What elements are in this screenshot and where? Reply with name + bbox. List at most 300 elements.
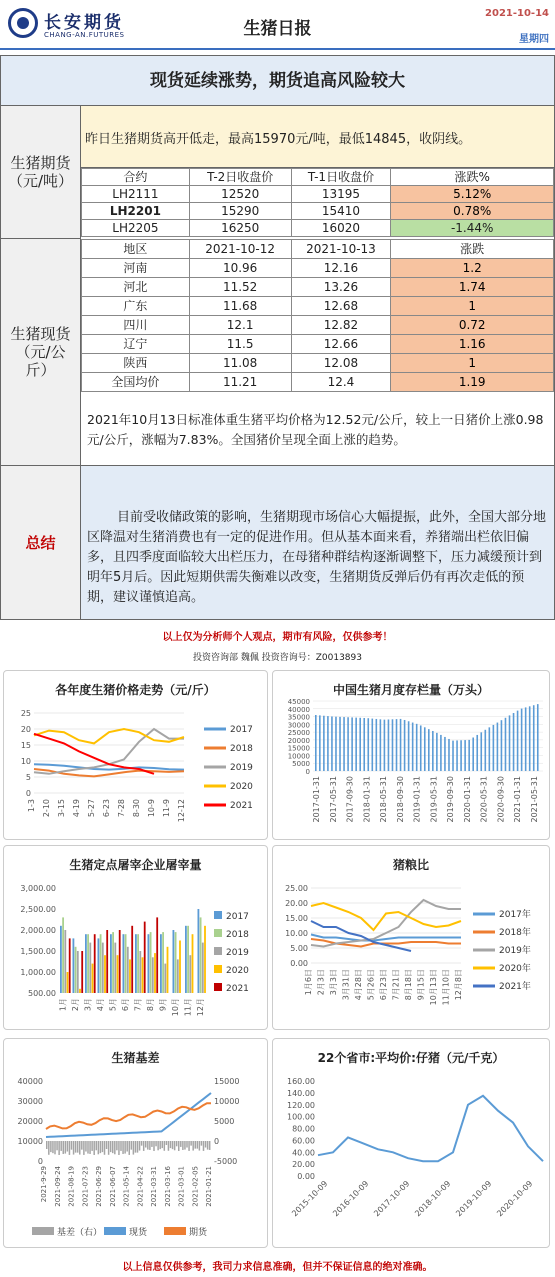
x-tick-label: 4月28日 — [354, 969, 363, 1001]
bar — [384, 720, 386, 771]
y-tick-label: 35000 — [287, 713, 310, 722]
bar — [396, 719, 398, 771]
bar — [355, 718, 357, 771]
x-tick-label: 2021-03-31 — [150, 1166, 158, 1207]
bar — [380, 719, 382, 771]
x-tick-label: 1月6日 — [304, 969, 313, 996]
table-cell: T-1日收盘价 — [291, 169, 391, 186]
y-tick-label: 25000 — [287, 729, 310, 738]
y-tick-label: 30000 — [287, 721, 310, 730]
bar — [472, 738, 474, 771]
bar — [198, 909, 200, 993]
legend-swatch — [104, 1227, 126, 1235]
x-tick-label: 2017-10-09 — [372, 1179, 412, 1219]
summary-label: 总结 — [1, 466, 81, 619]
bar — [505, 718, 507, 771]
bar — [327, 716, 329, 771]
bar — [367, 718, 369, 771]
bar — [190, 1141, 192, 1146]
x-tick-label: 2015-10-09 — [290, 1179, 330, 1219]
bar — [182, 1141, 184, 1150]
bar — [202, 943, 204, 993]
bar — [48, 1141, 50, 1155]
y-tick-label: 5.00 — [290, 944, 308, 953]
bar — [173, 930, 175, 993]
bar — [186, 1141, 188, 1148]
y-tick-label: 10.00 — [285, 929, 308, 938]
legend-label: 2020年 — [499, 964, 531, 974]
bar — [184, 1141, 186, 1150]
bar — [65, 1141, 67, 1154]
table-header — [82, 240, 554, 259]
bar — [91, 1141, 93, 1151]
bar — [102, 943, 104, 993]
x-tick-label: 5月 — [108, 998, 118, 1012]
bar — [127, 947, 129, 993]
legend-label: 2019 — [230, 763, 253, 773]
bar — [129, 959, 131, 993]
bar — [110, 1141, 112, 1152]
y-tick-label: 40000 — [17, 1077, 43, 1086]
table-cell: 12.1 — [189, 316, 291, 335]
x-tick-label: 2019-09-30 — [446, 776, 456, 823]
x-tick-label: 2018-09-30 — [395, 776, 405, 823]
bar — [489, 727, 491, 771]
table-row — [82, 354, 554, 373]
bar — [180, 1141, 182, 1147]
bar — [164, 964, 166, 993]
report-weekday: 星期四 — [519, 34, 549, 45]
table-cell: 13195 — [291, 186, 391, 203]
chart-slaughter — [4, 846, 269, 1031]
x-tick-label: 9月 — [158, 998, 168, 1012]
bar — [75, 947, 77, 993]
bar — [331, 716, 333, 771]
x-tick-label: 2017-01-31 — [312, 776, 321, 823]
y-tick-label: 500.00 — [28, 989, 56, 998]
bar — [100, 1141, 102, 1153]
x-tick-label: 2021-09-24 — [53, 1166, 62, 1207]
x-tick-label: 9月15日 — [416, 969, 426, 1001]
bar — [96, 1141, 98, 1150]
legend-label: 2019 — [226, 948, 249, 958]
chart-piglet — [273, 1039, 551, 1249]
y-tick-label: 40.00 — [292, 1148, 315, 1158]
bar — [207, 1141, 209, 1150]
bar — [509, 715, 511, 771]
bar — [160, 934, 162, 993]
y-tick-label: 45000 — [287, 698, 310, 706]
bar — [142, 957, 144, 993]
x-tick-label: 6-23 — [102, 799, 111, 818]
table-cell: 16020 — [291, 220, 391, 237]
bar — [125, 934, 127, 993]
bar — [537, 704, 539, 771]
bar — [145, 1141, 147, 1148]
x-tick-label: 3月31日 — [341, 969, 351, 1001]
x-tick-label: 8月 — [145, 998, 155, 1012]
table-cell: 15290 — [189, 203, 291, 220]
spot-table — [81, 239, 554, 392]
bar — [54, 1141, 56, 1154]
x-tick-label: 2018-10-09 — [413, 1179, 453, 1219]
table-cell: 2021-10-13 — [291, 240, 391, 259]
bar — [501, 720, 503, 771]
x-tick-label: 2020-10-09 — [495, 1179, 535, 1219]
x-tick-label: 4-19 — [72, 799, 81, 818]
x-tick-label: 10月 — [170, 998, 180, 1017]
table-cell: 11.68 — [189, 297, 291, 316]
table-cell: 1.16 — [391, 335, 554, 354]
y-tick-label: 60.00 — [292, 1136, 315, 1146]
x-tick-label: 7月21日 — [391, 969, 401, 1001]
x-tick-label: 2-10 — [42, 799, 51, 818]
legend-label: 2020 — [230, 782, 253, 792]
y-tick-label: 25.00 — [285, 884, 308, 893]
bar — [448, 739, 450, 771]
bar — [89, 943, 91, 993]
legend-swatch — [32, 1227, 54, 1235]
bar — [141, 1141, 143, 1146]
bar — [440, 735, 442, 771]
table-cell: 5.12% — [391, 186, 554, 203]
chart-card-basis — [3, 1038, 268, 1248]
y-tick-label: 100.00 — [287, 1112, 315, 1122]
bar — [363, 718, 365, 771]
table-cell: 12.82 — [291, 316, 391, 335]
bar — [120, 1141, 122, 1151]
table-cell: 1.74 — [391, 278, 554, 297]
table-row — [82, 220, 554, 237]
legend-label: 2019年 — [499, 946, 531, 956]
footer-disclaimer: 以上信息仅供参考，我司力求信息准确，但并不保证信息的绝对准确。 — [122, 1262, 433, 1273]
bar — [162, 1141, 164, 1148]
legend-label: 2017 — [230, 725, 253, 735]
table-cell: -1.44% — [391, 220, 554, 237]
bar — [521, 709, 523, 771]
y-tick-label: 2,000.00 — [20, 926, 56, 935]
bar — [408, 721, 410, 771]
bar — [176, 1141, 178, 1146]
spot-note: 2021年10月13日标准体重生猪平均价格为12.52元/公斤，较上一日猪价上涨0.98元/公斤，涨幅为7.83%。全国猪价呈现全面上涨的趋势。 — [81, 404, 554, 466]
legend-label: 2021年 — [499, 982, 531, 992]
table-cell: 0.72 — [391, 316, 554, 335]
y-tick-label: 10000 — [214, 1097, 240, 1106]
bar — [52, 1141, 54, 1153]
report-date: 2021-10-14 — [485, 8, 549, 19]
x-tick-label: 2019-05-31 — [429, 776, 439, 823]
bar — [335, 717, 337, 771]
y-tick-label: 120.00 — [287, 1100, 315, 1110]
table-cell: 13.26 — [291, 278, 391, 297]
legend-label: 2018年 — [499, 928, 531, 938]
x-tick-label: 2018-05-31 — [379, 776, 389, 823]
futures-note: 昨日生猪期货高开低走，最高15970元/吨，最低14845，收阴线。 — [81, 106, 554, 168]
bar — [164, 1141, 166, 1151]
x-tick-label: 2021-02-05 — [191, 1166, 200, 1207]
y-tick-label: 5 — [25, 773, 31, 782]
x-tick-label: 2021-07-23 — [81, 1166, 90, 1207]
bar — [69, 938, 71, 993]
bar — [77, 1141, 79, 1153]
legend-label: 现货 — [129, 1228, 148, 1238]
x-tick-label: 4月 — [95, 998, 105, 1012]
bar — [148, 934, 150, 993]
bar — [209, 1141, 211, 1150]
y-tick-label: 2,500.00 — [20, 905, 56, 914]
y-tick-label: 20000 — [17, 1117, 43, 1126]
x-tick-label: 2017-09-30 — [345, 776, 355, 823]
bar — [420, 725, 422, 771]
y-tick-label: 10000 — [17, 1137, 43, 1146]
bar — [100, 934, 102, 993]
legend-swatch — [164, 1227, 186, 1235]
bar — [62, 917, 64, 993]
legend-label: 2017年 — [499, 910, 531, 920]
y-tick-label: 0 — [37, 1157, 43, 1166]
bar — [79, 1141, 81, 1155]
bar — [204, 926, 206, 993]
chart-card-inventory — [272, 670, 550, 840]
bar — [117, 955, 119, 993]
bar — [137, 1141, 139, 1153]
bar — [179, 941, 181, 994]
bar — [201, 1141, 203, 1146]
y-tick-label: 25 — [20, 709, 31, 718]
x-tick-label: 2021-03-16 — [163, 1166, 172, 1207]
table-cell: 涨跌% — [391, 169, 554, 186]
y-tick-label: 5000 — [214, 1117, 235, 1126]
bar — [112, 1141, 114, 1153]
x-tick-label: 8月18日 — [404, 969, 413, 1001]
bar — [114, 1141, 116, 1154]
table-row — [82, 297, 554, 316]
y-tick-label: 20 — [20, 725, 31, 734]
bar — [69, 1141, 71, 1155]
table-cell: 全国均价 — [82, 373, 190, 392]
x-tick-label: 2019-10-09 — [454, 1179, 494, 1219]
bar — [67, 1141, 69, 1152]
table-row — [82, 373, 554, 392]
series-line-2019 — [34, 729, 184, 774]
bar — [151, 1141, 153, 1147]
bar — [168, 1141, 170, 1151]
y-tick-label: 80.00 — [292, 1124, 315, 1134]
bar — [112, 932, 114, 993]
bar — [205, 1141, 207, 1148]
x-tick-label: 12月8日 — [454, 969, 463, 1001]
x-tick-label: 12-12 — [177, 799, 186, 823]
y-tick-label: 0 — [25, 789, 31, 798]
bar — [456, 740, 458, 771]
chart-basis — [4, 1039, 269, 1249]
y-tick-label: 0.00 — [290, 959, 308, 968]
bar — [149, 1141, 151, 1150]
bar — [139, 1141, 141, 1151]
bar — [58, 1141, 60, 1155]
y-tick-label: 20.00 — [285, 899, 308, 908]
spot-label: 生猪现货（元/公斤） — [1, 239, 81, 466]
analyst-info: 投资咨询部 魏佩 投资咨询号：Z0013893 — [193, 653, 362, 663]
table-cell: 河南 — [82, 259, 190, 278]
legend-swatch — [214, 947, 222, 955]
x-tick-label: 11月10日 — [441, 969, 451, 1006]
legend-label: 期货 — [189, 1228, 208, 1238]
bar — [200, 917, 202, 993]
table-cell: 11.52 — [189, 278, 291, 297]
chart-title: 猪粮比 — [392, 858, 429, 872]
bar — [108, 1141, 110, 1155]
bar — [347, 717, 349, 771]
y-tick-label: 10000 — [287, 752, 310, 761]
chart-title: 22个省市:平均价:仔猪（元/千克） — [317, 1051, 505, 1065]
x-tick-label: 2021-9-29 — [40, 1166, 48, 1203]
bar — [98, 1141, 100, 1154]
legend-label: 2017 — [226, 912, 249, 922]
bar — [63, 1141, 65, 1154]
table-cell: 合约 — [82, 169, 190, 186]
bar — [85, 934, 87, 993]
bar — [197, 1141, 199, 1149]
bar — [175, 932, 177, 993]
table-row — [82, 186, 554, 203]
x-tick-label: 10月13日 — [429, 969, 438, 1006]
table-cell: 11.21 — [189, 373, 291, 392]
bar — [56, 1141, 58, 1150]
y-tick-label: 0.00 — [297, 1172, 315, 1181]
bar — [116, 1141, 118, 1150]
bar — [114, 943, 116, 993]
series-line-2017年 — [311, 935, 461, 941]
bar — [493, 725, 495, 771]
bar — [137, 934, 139, 993]
bar — [485, 730, 487, 771]
table-cell: 12.68 — [291, 297, 391, 316]
x-tick-label: 2021-05-14 — [122, 1166, 131, 1207]
table-cell: 1 — [391, 297, 554, 316]
bar — [162, 932, 164, 993]
table-cell: 涨跌 — [391, 240, 554, 259]
x-tick-label: 5-27 — [87, 799, 96, 818]
bar — [110, 934, 112, 993]
table-row — [82, 278, 554, 297]
bar — [124, 1141, 126, 1154]
y-tick-label: -5000 — [214, 1157, 238, 1166]
bar — [81, 1141, 83, 1150]
bar — [119, 930, 121, 993]
x-tick-label: 11-9 — [162, 799, 171, 818]
bar — [376, 719, 378, 771]
bar — [476, 735, 478, 771]
x-tick-label: 6月23日 — [379, 969, 388, 1001]
bar — [178, 1141, 180, 1151]
table-cell: 1 — [391, 354, 554, 373]
bar — [172, 1141, 174, 1149]
bar — [50, 1141, 52, 1152]
table-cell: 11.08 — [189, 354, 291, 373]
table-cell: 12.66 — [291, 335, 391, 354]
brand-name: 长安期货 — [44, 13, 124, 33]
y-tick-label: 140.00 — [287, 1088, 315, 1098]
bar — [126, 1141, 128, 1152]
bar — [118, 1141, 120, 1155]
x-tick-label: 2016-10-09 — [331, 1179, 371, 1219]
x-tick-label: 2021-03-01 — [177, 1166, 186, 1207]
x-tick-label: 2019-01-31 — [412, 776, 422, 823]
y-tick-label: 0 — [305, 768, 310, 776]
report-title: 生猪日报 — [243, 19, 312, 39]
disclaimer: 以上仅为分析师个人观点，期市有风险，仅供参考！ — [162, 632, 393, 643]
y-tick-label: 15000 — [214, 1077, 240, 1086]
bar — [83, 1141, 85, 1155]
bar — [139, 951, 141, 993]
bar — [199, 1141, 201, 1151]
x-tick-label: 3月3日 — [329, 969, 338, 996]
chart-title: 各年度生猪价格走势（元/斤） — [55, 683, 216, 697]
bar — [187, 926, 189, 993]
bar — [174, 1141, 176, 1150]
bar — [104, 1141, 106, 1155]
x-tick-label: 2020-05-31 — [479, 776, 489, 823]
bar — [497, 723, 499, 771]
bar — [104, 955, 106, 993]
chart-card-piglet — [272, 1038, 550, 1248]
bar — [480, 732, 482, 771]
bar — [131, 926, 133, 993]
bar — [93, 1141, 95, 1155]
bar — [75, 1141, 77, 1153]
bar — [155, 1141, 157, 1146]
bar — [154, 953, 156, 993]
legend-label: 2021 — [230, 801, 253, 811]
legend-label: 基差（右） — [57, 1228, 103, 1238]
bar — [203, 1141, 205, 1151]
x-tick-label: 3-15 — [57, 799, 66, 818]
legend-swatch — [214, 911, 222, 919]
bar — [46, 1141, 48, 1149]
bar — [60, 926, 62, 993]
x-tick-label: 10-9 — [147, 799, 156, 818]
report-header — [0, 0, 555, 50]
bar — [87, 934, 89, 993]
x-tick-label: 2020-09-30 — [496, 776, 506, 823]
y-tick-label: 10 — [20, 757, 31, 766]
bar — [71, 1141, 73, 1150]
bar — [102, 1141, 104, 1152]
bar — [323, 716, 325, 771]
bar — [94, 934, 96, 993]
bar — [73, 938, 75, 993]
x-tick-label: 2021-01-31 — [513, 776, 523, 823]
y-tick-label: 15000 — [287, 744, 310, 753]
bar — [436, 733, 438, 771]
bar — [106, 930, 108, 993]
bar — [166, 1141, 168, 1145]
bar — [188, 1141, 190, 1151]
bar — [388, 719, 390, 771]
table-header — [82, 169, 554, 186]
x-tick-label: 3月 — [83, 998, 93, 1012]
bar — [131, 1141, 133, 1150]
bar — [359, 718, 361, 771]
series-line-仔猪 — [318, 1096, 543, 1161]
x-tick-label: 2021-01-21 — [205, 1166, 213, 1207]
table-cell: 河北 — [82, 278, 190, 297]
table-cell: 四川 — [82, 316, 190, 335]
x-tick-label: 2020-01-31 — [462, 776, 472, 823]
x-tick-label: 5月26日 — [366, 969, 376, 1001]
table-cell: 广东 — [82, 297, 190, 316]
